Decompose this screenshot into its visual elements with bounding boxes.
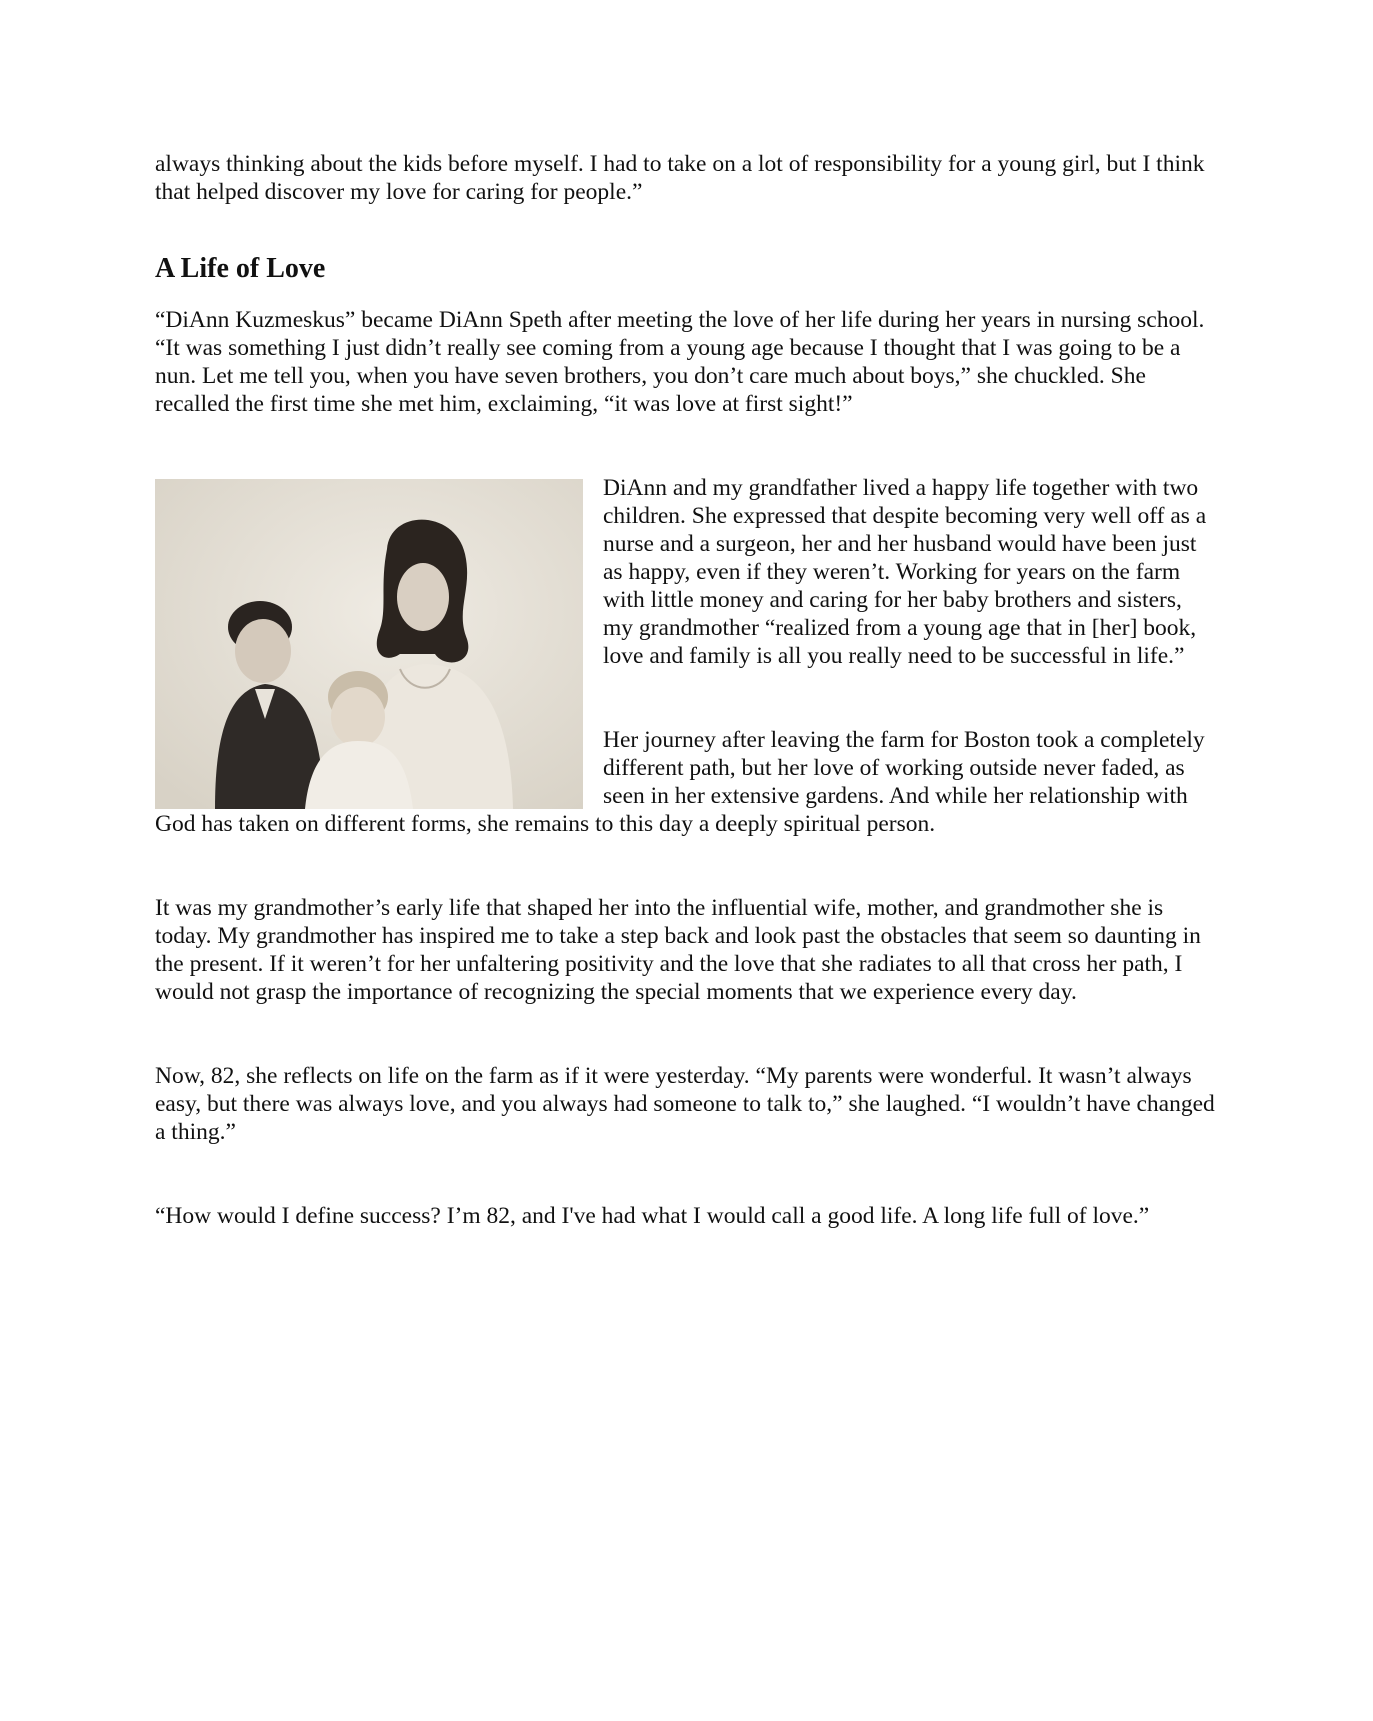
paragraph-success-quote: “How would I define success? I’m 82, and I've had what I would call a good life. A long life full of love.” bbox=[155, 1203, 1150, 1229]
paragraph-now-82: Now, 82, she reflects on life on the farm as if it were yesterday. “My parents were wonderful. It wasn’t always easy, but there was always love, and you always had someone to talk to,” she laughed. “I wouldn’t have changed a thing.” bbox=[155, 1063, 1215, 1145]
section-heading: A Life of Love bbox=[155, 253, 326, 284]
intro-paragraph: always thinking about the kids before myself. I had to take on a lot of responsibility for a young girl, but I think that helped discover my love for caring for people.” bbox=[155, 151, 1205, 205]
paragraph-early-life: It was my grandmother’s early life that shaped her into the influential wife, mother, and grandmother she is today. My grandmother has inspired me to take a step back and look past the obstacles that seem so daunting in the present. If it weren’t for her unfaltering positivity and the love that she radiates to all that cross her path, I would not grasp the importance of recognizing the special moments that we experience every day. bbox=[155, 895, 1201, 1005]
document-page bbox=[155, 150, 1215, 1230]
paragraph-happy-life: DiAnn and my grandfather lived a happy life together with two children. She expressed that despite becoming very well off as a nurse and a surgeon, her and her husband would have been just as happy, even if they weren’t. Working for years on the farm with little money and caring for her baby brothers and sisters, my grandmother “realized from a young age that in [her] book, love and family is all you really need to be successful in life.” bbox=[603, 475, 1207, 669]
paragraph-love-of-her-life: “DiAnn Kuzmeskus” became DiAnn Speth after meeting the love of her life during her years in nursing school. “It was something I just didn’t really see coming from a young age because I thought that I was going to be a nun. Let me tell you, when you have seven brothers, you don’t care much about boys,” she chuckled. She recalled the first time she met him, exclaiming, “it was love at first sight!” bbox=[155, 307, 1205, 417]
paragraph-journey: Her journey after leaving the farm for Boston took a completely different path, but her love of working outside never faded, as seen in her extensive gardens. And while her relationship with God has taken on different forms, she remains to this day a deeply spiritual person. bbox=[155, 727, 1205, 837]
family-photo bbox=[155, 479, 583, 809]
